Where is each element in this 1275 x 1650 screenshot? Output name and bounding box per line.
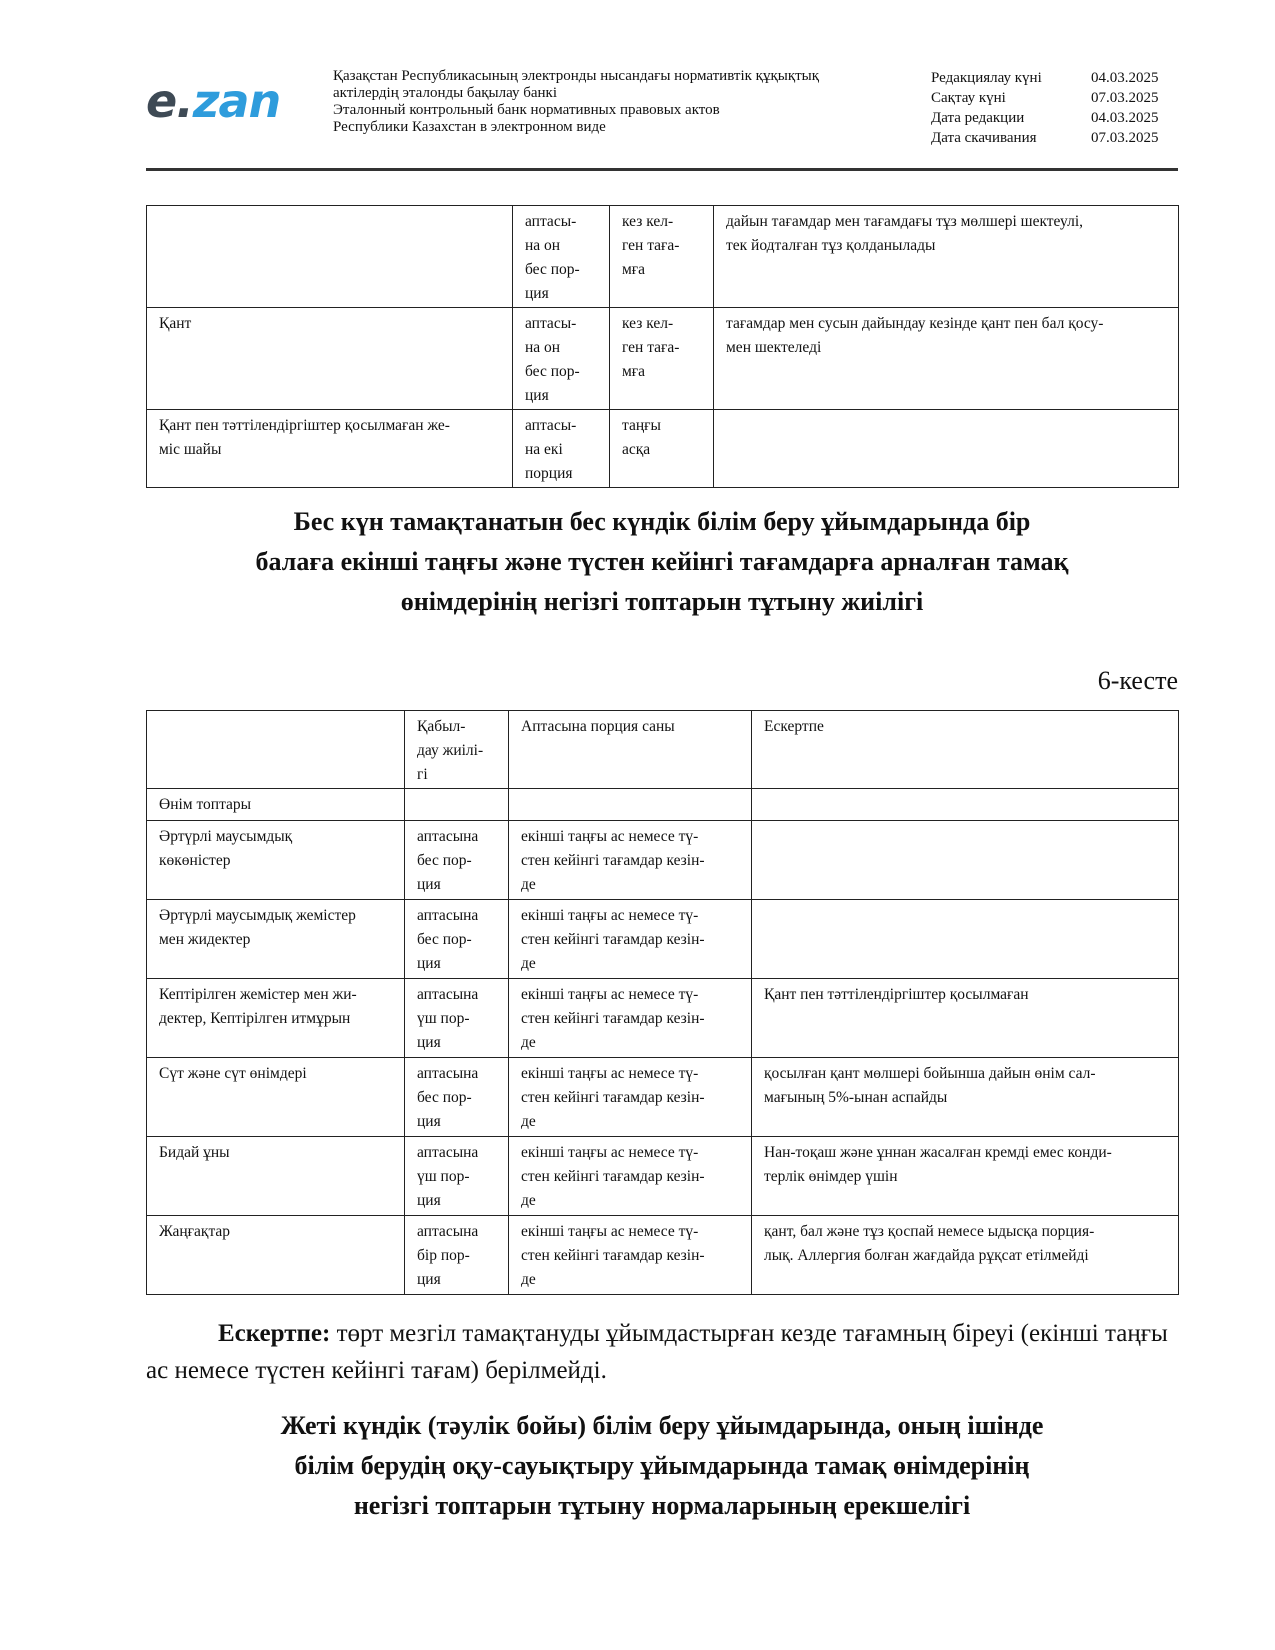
text-line: Жеті күндік (тәулік бойы) білім беру ұйымдарында, оның ішінде [280, 1411, 1044, 1440]
text-line: лық. Аллергия болған жағдайда рұқсат етілмейді [764, 1247, 1089, 1264]
text-line: қант, бал және тұз қоспай немесе ыдысқа порция- [764, 1223, 1095, 1240]
table-row [147, 308, 1179, 410]
text-line: аптасына [417, 1223, 479, 1240]
text-line: Бидай ұны [159, 1144, 230, 1161]
text-line: де [521, 1034, 536, 1051]
table-number: 6-кесте [1097, 666, 1178, 695]
text-line: бес пор- [525, 261, 580, 278]
table-cell [405, 900, 509, 979]
text-line: таңғы [622, 417, 661, 434]
table-cell [147, 1058, 405, 1137]
text-line: аптасы- [525, 315, 577, 332]
table-cell [509, 1058, 752, 1137]
text-line: Әртүрлі маусымдық [159, 828, 293, 845]
table-cell [147, 1137, 405, 1216]
header-line: Эталонный контрольный банк нормативных правовых актов [333, 102, 720, 118]
text-line: дектер, Кептірілген итмұрын [159, 1010, 351, 1027]
header-line: Қазақстан Республикасының электронды нысандағы нормативтік құқықтық [333, 68, 820, 84]
note-paragraph [146, 1315, 1178, 1389]
text-line: аптасына [417, 986, 479, 1003]
text-line: де [521, 1113, 536, 1130]
text-line: бес пор- [417, 852, 472, 869]
table-cell [752, 1058, 1179, 1137]
text-line: Ескертпе [764, 718, 824, 735]
text-line: бір пор- [417, 1247, 470, 1264]
table-row [147, 410, 1179, 488]
text-line: на он [525, 339, 561, 356]
table-cell [509, 821, 752, 900]
table-cell [147, 979, 405, 1058]
text-line: гі [417, 766, 428, 783]
text-line: ген таға- [622, 237, 680, 254]
text-line: Бес күн тамақтанатын бес күндік білім беру ұйымдарында бір [293, 507, 1031, 536]
table-cell [147, 900, 405, 979]
table-cell [752, 979, 1179, 1058]
text-line: на екі [525, 441, 563, 458]
table-cell [513, 308, 610, 410]
table-group-row [147, 789, 1179, 821]
text-line: аптасына [417, 907, 479, 924]
note-label: Ескертпе: [218, 1320, 331, 1347]
text-line: ция [417, 955, 441, 972]
text-line: ция [525, 387, 549, 404]
text-line: мға [622, 261, 646, 278]
text-line: Қант [159, 315, 192, 332]
text-line: бес пор- [417, 931, 472, 948]
date-row: Редакциялау күні 04.03.2025 [931, 70, 1159, 86]
text-line: екінші таңғы ас немесе тү- [521, 828, 699, 845]
table-cell [147, 821, 405, 900]
header-line: Республики Казахстан в электронном виде [333, 119, 606, 135]
table-cell [147, 711, 405, 789]
text-line: Кептірілген жемістер мен жи- [159, 986, 357, 1003]
text-line: Әртүрлі маусымдық жемістер [159, 907, 356, 924]
text-line: негізгі топтарын тұтыну нормаларының ерекшелігі [353, 1491, 971, 1520]
table-cell [147, 206, 513, 308]
text-line: Өнім топтары [159, 796, 252, 813]
text-line: аптасы- [525, 417, 577, 434]
text-line: мға [622, 363, 646, 380]
continued-table [146, 205, 1179, 488]
table-cell [513, 206, 610, 308]
text-line: білім берудің оқу-сауықтыру ұйымдарында тамақ өнімдерінің [294, 1451, 1030, 1480]
header-bank-name [333, 68, 819, 136]
date-row: Дата редакции 04.03.2025 [931, 110, 1159, 126]
text-line: екінші таңғы ас немесе тү- [521, 1223, 699, 1240]
table-cell [513, 410, 610, 488]
text-line: стен кейінгі тағамдар кезін- [521, 852, 705, 869]
section-title-2 [146, 1406, 1178, 1526]
text-line: міс шайы [159, 441, 222, 458]
text-line: аптасына [417, 1144, 479, 1161]
text-line: де [521, 955, 536, 972]
table-cell [405, 1216, 509, 1295]
table-cell [405, 789, 509, 821]
section-title-1 [146, 502, 1178, 622]
table-cell [405, 979, 509, 1058]
text-line: екінші таңғы ас немесе тү- [521, 1144, 699, 1161]
table-cell [147, 789, 405, 821]
table-cell [405, 821, 509, 900]
table-cell [405, 1137, 509, 1216]
table-cell [509, 979, 752, 1058]
table-cell [509, 900, 752, 979]
table-cell [509, 789, 752, 821]
header-divider [146, 168, 1178, 171]
table-6 [146, 710, 1179, 1295]
table-cell [752, 1137, 1179, 1216]
text-line: Қабыл- [417, 718, 466, 735]
text-line: үш пор- [417, 1010, 470, 1027]
text-line: мен шектеледі [726, 339, 822, 356]
text-line: ция [417, 1192, 441, 1209]
text-line: үш пор- [417, 1168, 470, 1185]
table-cell [714, 206, 1179, 308]
table-cell [752, 821, 1179, 900]
text-line: өнімдерінің негізгі топтарын тұтыну жиілігі [400, 587, 924, 616]
table-row [147, 821, 1179, 900]
text-line: Нан-тоқаш және ұннан жасалған кремді емес конди- [764, 1144, 1112, 1161]
table-cell [405, 1058, 509, 1137]
text-line: дау жиілі- [417, 742, 484, 759]
text-line: Аптасына порция саны [521, 718, 675, 735]
table-header-row [147, 711, 1179, 789]
table-cell [752, 789, 1179, 821]
text-line: мағының 5%-ынан аспайды [764, 1089, 948, 1106]
table-cell [509, 1216, 752, 1295]
table-cell [714, 410, 1179, 488]
text-line: асқа [622, 441, 651, 458]
text-line: де [521, 1192, 536, 1209]
text-line: екінші таңғы ас немесе тү- [521, 986, 699, 1003]
header-dates [931, 68, 1159, 148]
table-row [147, 900, 1179, 979]
text-line: Қант пен тәттілендіргіштер қосылмаған [764, 986, 1029, 1003]
table-cell [147, 410, 513, 488]
text-line: стен кейінгі тағамдар кезін- [521, 1168, 705, 1185]
table-cell [714, 308, 1179, 410]
text-line: терлік өнімдер үшін [764, 1168, 898, 1185]
text-line: ция [417, 876, 441, 893]
table-cell [610, 410, 714, 488]
text-line: де [521, 876, 536, 893]
ezan-logo: e.zan [146, 74, 281, 128]
text-line: ция [417, 1271, 441, 1288]
table-cell [610, 308, 714, 410]
text-line: Сүт және сүт өнімдері [159, 1065, 307, 1082]
text-line: кез кел- [622, 315, 674, 332]
text-line: тағамдар мен сусын дайындау кезінде қант пен бал қосу- [726, 315, 1104, 332]
table-row [147, 1216, 1179, 1295]
text-line: екінші таңғы ас немесе тү- [521, 1065, 699, 1082]
text-line: балаға екінші таңғы және түстен кейінгі тағамдарға арналған тамақ [255, 547, 1069, 576]
table-cell [405, 711, 509, 789]
text-line: кез кел- [622, 213, 674, 230]
text-line: порция [525, 465, 573, 482]
text-line: аптасына [417, 1065, 479, 1082]
text-line: стен кейінгі тағамдар кезін- [521, 931, 705, 948]
date-row: Сақтау күні 07.03.2025 [931, 90, 1159, 106]
text-line: Қант пен тәттілендіргіштер қосылмаған же- [159, 417, 450, 434]
text-line: на он [525, 237, 561, 254]
text-line: тек йодталған тұз қолданылады [726, 237, 936, 254]
table-row [147, 979, 1179, 1058]
document-header [146, 60, 1178, 168]
text-line: аптасына [417, 828, 479, 845]
table-row [147, 1058, 1179, 1137]
table-cell [147, 1216, 405, 1295]
table-cell [752, 1216, 1179, 1295]
text-line: қосылған қант мөлшері бойынша дайын өнім сал- [764, 1065, 1096, 1082]
note-text: төрт мезгіл тамақтануды ұйымдастырған кезде тағамның біреуі (екінші таңғы ас немесе түстен кейінгі тағам) берілмейді. [146, 1320, 1168, 1384]
header-line: актілердің эталонды бақылау банкі [333, 85, 557, 101]
text-line: екінші таңғы ас немесе тү- [521, 907, 699, 924]
table-cell [752, 711, 1179, 789]
text-line: стен кейінгі тағамдар кезін- [521, 1010, 705, 1027]
table-cell [147, 308, 513, 410]
text-line: мен жидектер [159, 931, 251, 948]
text-line: стен кейінгі тағамдар кезін- [521, 1089, 705, 1106]
text-line: ген таға- [622, 339, 680, 356]
text-line: бес пор- [525, 363, 580, 380]
text-line: дайын тағамдар мен тағамдағы тұз мөлшері шектеулі, [726, 213, 1084, 230]
text-line: ция [417, 1113, 441, 1130]
table-cell [509, 711, 752, 789]
text-line: бес пор- [417, 1089, 472, 1106]
table-cell [509, 1137, 752, 1216]
table-row [147, 206, 1179, 308]
table-cell [610, 206, 714, 308]
date-row: Дата скачивания 07.03.2025 [931, 130, 1159, 146]
table-cell [752, 900, 1179, 979]
table-row [147, 1137, 1179, 1216]
text-line: көкөністер [159, 852, 231, 869]
text-line: Жаңғақтар [159, 1223, 231, 1240]
text-line: де [521, 1271, 536, 1288]
text-line: аптасы- [525, 213, 577, 230]
text-line: ция [525, 285, 549, 302]
text-line: стен кейінгі тағамдар кезін- [521, 1247, 705, 1264]
text-line: ция [417, 1034, 441, 1051]
